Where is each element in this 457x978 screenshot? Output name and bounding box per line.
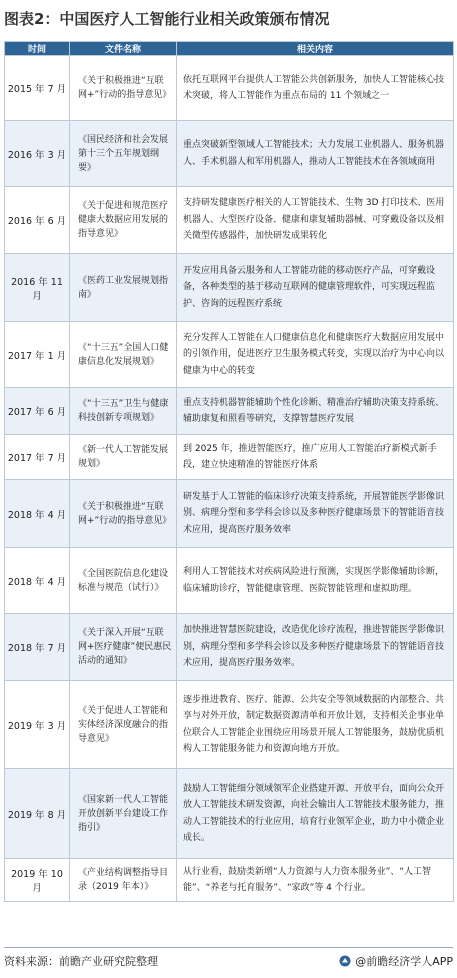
page-title: 图表2：中国医疗人工智能行业相关政策颁布情况 bbox=[4, 10, 330, 28]
cell-content: 开发应用具备云服务和人工智能功能的移动医疗产品，可穿戴设备，各种类型的基于移动互联网的健康管理软件，可实现远程监护、咨询的远程医疗系统 bbox=[177, 254, 454, 322]
table-row bbox=[5, 681, 454, 769]
cell-name: 《关于积极推进“互联网+”行动的指导意见》 bbox=[70, 480, 177, 548]
cell-content: 到 2025 年，推进智能医疗，推广应用人工智能治疗新模式新手段，建立快速精准的智能医疗体系 bbox=[177, 435, 454, 480]
cell-time: 2019 年 8 月 bbox=[5, 769, 70, 859]
cell-name: 《关于促进人工智能和实体经济深度融合的指导意见》 bbox=[70, 681, 177, 769]
table-row bbox=[5, 435, 454, 480]
cell-time: 2018 年 4 月 bbox=[5, 548, 70, 614]
table-row bbox=[5, 480, 454, 548]
cell-content: 加快推进智慧医院建设，改造优化诊疗流程，推进智能医学影像识别，病理分型和多学科会诊以及多种医疗健康场景下的智能语音技术应用，提高医疗服务效率。 bbox=[177, 614, 454, 681]
qianzhan-logo-icon bbox=[339, 955, 351, 967]
table-row bbox=[5, 614, 454, 681]
table-row bbox=[5, 187, 454, 254]
table-row bbox=[5, 121, 454, 187]
table-row bbox=[5, 769, 454, 859]
brand-watermark bbox=[339, 953, 453, 969]
cell-content: 利用人工智能技术对疾病风险进行预测，实现医学影像辅助诊断，临床辅助诊疗，智能健康管理、医院智能管理和虚拟助理。 bbox=[177, 548, 454, 614]
policy-table bbox=[4, 41, 454, 902]
cell-time: 2019 年 3 月 bbox=[5, 681, 70, 769]
cell-time: 2018 年 7 月 bbox=[5, 614, 70, 681]
column-header-time: 时间 bbox=[5, 42, 70, 56]
cell-time: 2018 年 4 月 bbox=[5, 480, 70, 548]
table-row bbox=[5, 388, 454, 435]
cell-name: 《关于积极推进“互联网+”行动的指导意见》 bbox=[70, 56, 177, 121]
cell-time: 2016 年 6 月 bbox=[5, 187, 70, 254]
cell-content: 支持研发健康医疗相关的人工智能技术、生物 3D 打印技术、医用机器人、大型医疗设备、健康和康复辅助器械、可穿戴设备以及相关微型传感器件，加快研发成果转化 bbox=[177, 187, 454, 254]
table-row bbox=[5, 322, 454, 388]
cell-content: 重点突破新型领域人工智能技术；大力发展工业机器人、服务机器人、手术机器人和军用机器人，推动人工智能技术在各领域商用 bbox=[177, 121, 454, 187]
table-header-row bbox=[5, 42, 454, 56]
cell-name: 《产业结构调整指导目录（2019 年本）》 bbox=[70, 859, 177, 902]
cell-content: 逐步推进教育、医疗、能源、公共安全等领域数据的内部整合、共享与对外开放，制定数据资源清单和开放计划，支持相关企事业单位联合人工智能企业围绕应用场景开展人工智能服务，鼓励优质机构人工智能服务能力和资源向地方开放。 bbox=[177, 681, 454, 769]
cell-name: 《国家新一代人工智能开放创新平台建设工作指引》 bbox=[70, 769, 177, 859]
cell-name: 《“十三五”卫生与健康科技创新专项规划》 bbox=[70, 388, 177, 435]
cell-content: 充分发挥人工智能在人口健康信息化和健康医疗大数据应用发展中的引领作用，促进医疗卫生服务模式转变，实现以治疗为中心向以健康为中心的转变 bbox=[177, 322, 454, 388]
table-row bbox=[5, 254, 454, 322]
brand-label: @前瞻经济学人APP bbox=[355, 955, 453, 968]
cell-content: 依托互联网平台提供人工智能公共创新服务，加快人工智能核心技术突破，将人工智能作为重点布局的 11 个领域之一 bbox=[177, 56, 454, 121]
cell-content: 从行业看，鼓励类新增“人力资源与人力资本服务业”、“人工智能”、“养老与托育服务”、“家政”等 4 个行业。 bbox=[177, 859, 454, 902]
cell-time: 2017 年 1 月 bbox=[5, 322, 70, 388]
source-note: 资料来源：前瞻产业研究院整理 bbox=[4, 955, 158, 968]
cell-time: 2017 年 6 月 bbox=[5, 388, 70, 435]
cell-name: 《“十三五”全国人口健康信息化发展规划》 bbox=[70, 322, 177, 388]
cell-time: 2016 年 3 月 bbox=[5, 121, 70, 187]
column-header-content: 相关内容 bbox=[177, 42, 454, 56]
cell-time: 2016 年 11 月 bbox=[5, 254, 70, 322]
cell-time: 2017 年 7 月 bbox=[5, 435, 70, 480]
table-row bbox=[5, 859, 454, 902]
cell-time: 2015 年 7 月 bbox=[5, 56, 70, 121]
cell-name: 《关于促进和规范医疗健康大数据应用发展的指导意见》 bbox=[70, 187, 177, 254]
cell-name: 《新一代人工智能发展规划》 bbox=[70, 435, 177, 480]
cell-content: 重点支持机器智能辅助个性化诊断、精准治疗辅助决策支持系统、辅助康复和照看等研究，支撑智慧医疗发展 bbox=[177, 388, 454, 435]
cell-content: 鼓励人工智能细分领域领军企业搭建开源、开放平台，面向公众开放人工智能技术研发资源，向社会输出人工智能技术服务能力，推动人工智能技术的行业应用，培育行业领军企业，助力中小微企业成长。 bbox=[177, 769, 454, 859]
cell-time: 2019 年 10 月 bbox=[5, 859, 70, 902]
cell-name: 《国民经济和社会发展第十三个五年规划纲要》 bbox=[70, 121, 177, 187]
column-header-name: 文件名称 bbox=[70, 42, 177, 56]
footer bbox=[4, 947, 453, 970]
cell-content: 研发基于人工智能的临床诊疗决策支持系统，开展智能医学影像识别、病理分型和多学科会诊以及多种医疗健康场景下的智能语音技术应用，提高医疗服务效率 bbox=[177, 480, 454, 548]
table-row bbox=[5, 548, 454, 614]
cell-name: 《医药工业发展规划指南》 bbox=[70, 254, 177, 322]
cell-name: 《关于深入开展“互联网+医疗健康”便民惠民活动的通知》 bbox=[70, 614, 177, 681]
table-row bbox=[5, 56, 454, 121]
cell-name: 《全国医院信息化建设标准与规范（试行）》 bbox=[70, 548, 177, 614]
